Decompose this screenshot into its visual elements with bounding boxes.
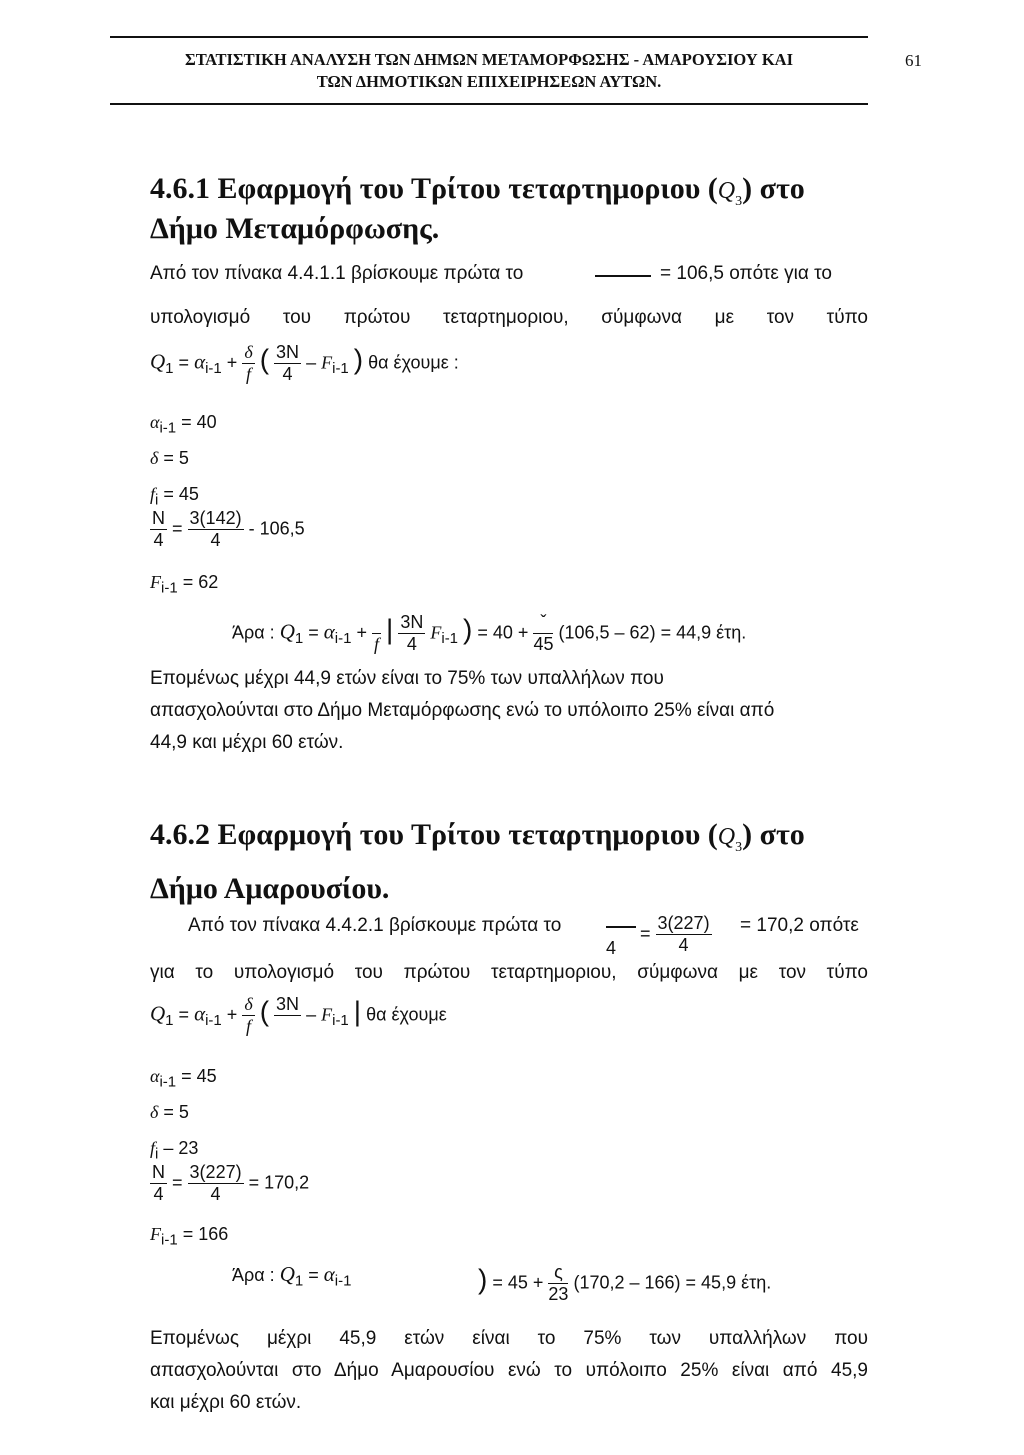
var2-a-prev: $\alpha_{i-1} = 45$ (150, 1066, 217, 1091)
var2-f-i: $f_i - 23$ (150, 1138, 199, 1163)
running-header-line1: ΣΤΑΤΙΣΤΙΚΗ ΑΝΑΛΥΣΗ ΤΩΝ ΔΗΜΩΝ ΜΕΤΑΜΟΡΦΩΣΗΣ - ΑΜΑΡΟΥΣΙΟΥ ΚΑΙ (184, 50, 794, 69)
conclusion-line-2: απασχολούνται στο Δήμο Μεταμόρφωσης ενώ το υπόλοιπο 25% είναι από (150, 700, 775, 721)
quartile-formula-2: $Q_1 = \alpha_{i-1}$ + $\frac{\delta}{f}$ ( 3N – $F_{i-1}$ | θα έχουμε (150, 994, 447, 1036)
intro-text-2: υπολογισμό του πρώτου τεταρτημοριου, σύμφωνα με τον τύπο (150, 307, 868, 328)
section-heading-4-6-2-line2: Δήμο Αμαρουσίου. (150, 872, 390, 905)
intro2-denominator: 4 (606, 938, 617, 958)
result-formula-2-right: ) = 45 + $\frac{\varsigma}{23}$ (170,2 – 166) = 45,9 έτη. (478, 1262, 772, 1304)
header-bottom-rule (110, 103, 868, 105)
intro-text-1: Από τον πίνακα 4.4.1.1 βρίσκουμε πρώτα το (150, 263, 524, 284)
section-heading-4-6-2: 4.6.2 Εφαρμογή του Τρίτου τεταρτημοριου $(Q_3)$ στο (150, 818, 805, 855)
fraction-bar (595, 275, 651, 277)
conclusion2-line-2: απασχολούνται στο Δήμο Αμαρουσίου ενώ το υπόλοιπο 25% είναι από 45,9 (150, 1360, 868, 1381)
conclusion-line-3: 44,9 και μέχρι 60 ετών. (150, 732, 344, 753)
var2-F-prev: $F_{i-1} = 166$ (150, 1224, 229, 1249)
intro2-text-1: Από τον πίνακα 4.4.2.1 βρίσκουμε πρώτα το (188, 915, 562, 936)
intro-text-1-end: = 106,5 οπότε για το (660, 263, 832, 284)
header-top-rule (110, 36, 868, 38)
var-delta: δ = 5 (150, 448, 189, 468)
result-formula: Άρα : $Q_1 = \alpha_{i-1}$ + f | $\frac{3N}{4}$ $F_{i-1}$ ) = 40 + $\frac{\text{ˇ}}{45}$ (106,5 – 62) = 44,9 έτη. (232, 612, 747, 654)
var2-delta: δ = 5 (150, 1102, 189, 1122)
conclusion-line-1: Επομένως μέχρι 44,9 ετών είναι το 75% των υπαλλήλων που (150, 668, 664, 689)
running-header-line2: ΤΩΝ ΔΗΜΟΤΙΚΩΝ ΕΠΙΧΕΙΡΗΣΕΩΝ ΑΥΤΩΝ. (316, 72, 662, 91)
page-number: 61 (905, 51, 922, 70)
intro2-text-1-end: = 170,2 οπότε (740, 915, 859, 936)
var-n-over-4: $\frac{N}{4}$ = $\frac{3(142)}{4}$ - 106,5 (152, 508, 305, 550)
var2-n-over-4: $\frac{N}{4}$ = $\frac{3(227)}{4}$ = 170,2 (152, 1162, 310, 1204)
quartile-formula: $Q_1 = \alpha_{i-1}$ + $\frac{\delta}{f}$ ( $\frac{3N}{4}$ – $F_{i-1}$ ) θα έχουμε : (150, 342, 459, 384)
result-formula-2: Άρα : $Q_1 = \alpha_{i-1}$ (232, 1262, 352, 1290)
fraction-bar (606, 926, 636, 928)
section-heading-4-6-1-line2: Δήμο Μεταμόρφωσης. (150, 212, 440, 245)
conclusion2-line-3: και μέχρι 60 ετών. (150, 1392, 302, 1413)
intro2-text-2: για το υπολογισμό του πρώτου τεταρτημοριου, σύμφωνα με τον τύπο (150, 962, 868, 983)
var-a-prev: $\alpha_{i-1} = 40$ (150, 412, 217, 437)
intro2-fraction: = $\frac{3(227)}{4}$ (640, 913, 710, 955)
var-f-i: $f_i = 45$ (150, 484, 199, 509)
conclusion2-line-1: Επομένως μέχρι 45,9 ετών είναι το 75% των υπαλλήλων που (150, 1328, 868, 1349)
var-F-prev: $F_{i-1} = 62$ (150, 572, 219, 597)
section-heading-4-6-1: 4.6.1 Εφαρμογή του Τρίτου τεταρτημοριου $(Q_3)$ στο (150, 172, 805, 209)
